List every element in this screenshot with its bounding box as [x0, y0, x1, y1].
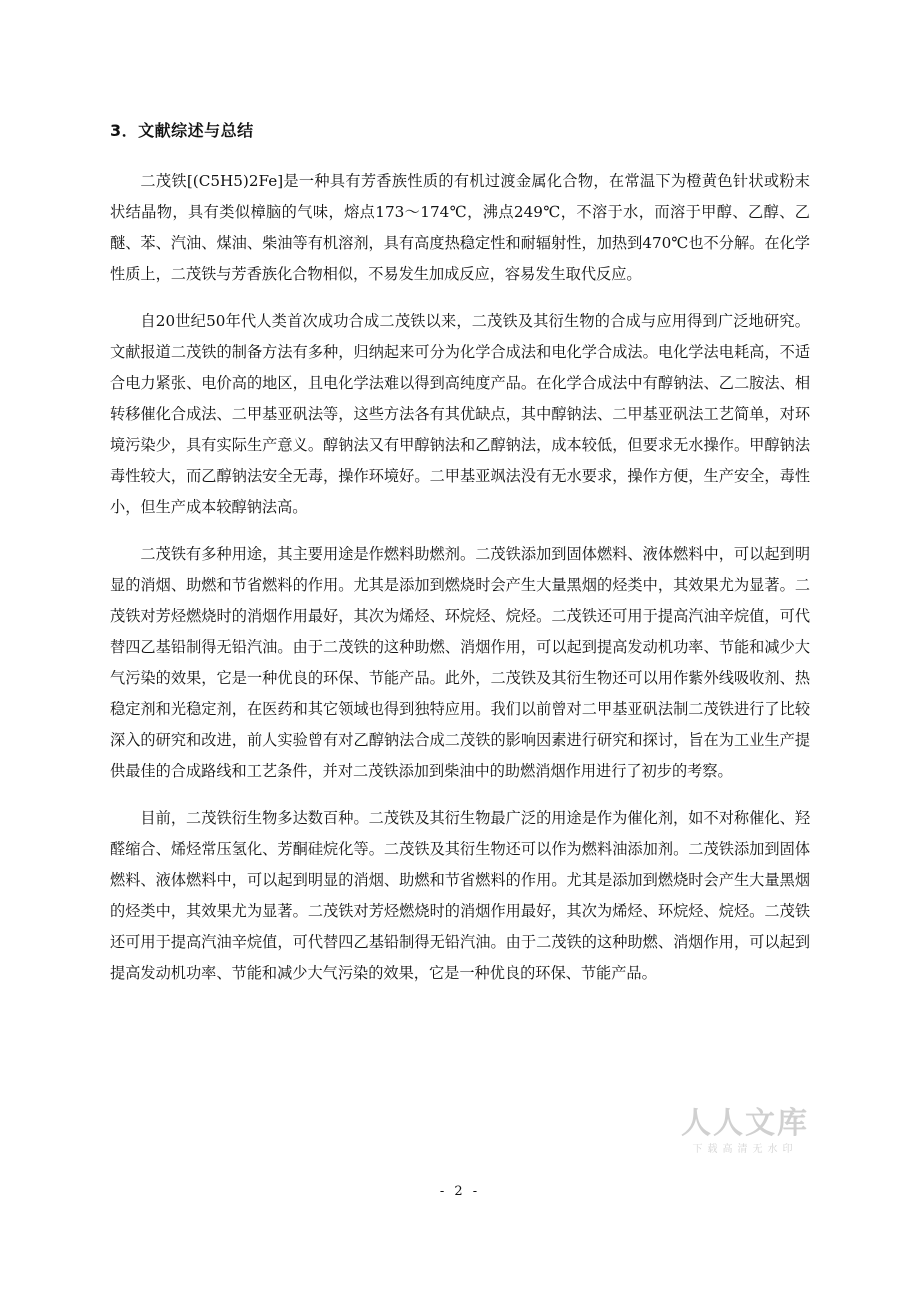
page-number: - 2 -: [439, 1184, 481, 1199]
paragraph-synthesis-methods: 自20世纪50年代人类首次成功合成二茂铁以来，二茂铁及其衍生物的合成与应用得到广泛地研究。文献报道二茂铁的制备方法有多种，归纳起来可分为化学合成法和电化学合成法。电化学法电耗高，不适合电力紧张、电价高的地区，且电化学法难以得到高纯度产品。在化学合成法中有醇钠法、乙二胺法、相转移催化合成法、二甲基亚矾法等，这些方法各有其优缺点，其中醇钠法、二甲基亚矾法工艺简单，对环境污染少，具有实际生产意义。醇钠法又有甲醇钠法和乙醇钠法，成本较低，但要求无水操作。甲醇钠法毒性较大，而乙醇钠法安全无毒，操作环境好。二甲基亚飒法没有无水要求，操作方便，生产安全，毒性小，但生产成本较醇钠法高。: [110, 312, 810, 516]
watermark: [680, 1098, 810, 1155]
watermark-logo: 人人文库: [681, 1106, 809, 1141]
body-text: [110, 166, 810, 1005]
paragraph-derivatives: 目前，二茂铁衍生物多达数百种。二茂铁及其衍生物最广泛的用途是作为催化剂，如不对称催化、羟醛缩合、烯烃常压氢化、芳酮硅烷化等。二茂铁及其衍生物还可以作为燃料油添加剂。二茂铁添加到固体燃料、液体燃料中，可以起到明显的消烟、助燃和节省燃料的作用。尤其是添加到燃烧时会产生大量黑烟的烃类中，其效果尤为显著。二茂铁对芳烃燃烧时的消烟作用最好，其次为烯烃、环烷烃、烷烃。二茂铁还可用于提高汽油辛烷值，可代替四乙基铅制得无铅汽油。由于二茂铁的这种助燃、消烟作用，可以起到提高发动机功率、节能和减少大气污染的效果，它是一种优良的环保、节能产品。: [110, 809, 810, 982]
paragraph-ferrocene-properties: 二茂铁[(C5H5)2Fe]是一种具有芳香族性质的有机过渡金属化合物，在常温下为橙黄色针状或粉末状结晶物，具有类似樟脑的气味，熔点173～174℃，沸点249℃，不溶于水，而溶于甲醇、乙醇、乙醚、苯、汽油、煤油、柴油等有机溶剂，具有高度热稳定性和耐辐射性，加热到470℃也不分解。在化学性质上，二茂铁与芳香族化合物相似，不易发生加成反应，容易发生取代反应。: [110, 172, 810, 283]
paragraph-applications: 二茂铁有多种用途，其主要用途是作燃料助燃剂。二茂铁添加到固体燃料、液体燃料中，可以起到明显的消烟、助燃和节省燃料的作用。尤其是添加到燃烧时会产生大量黑烟的烃类中，其效果尤为显著。二茂铁对芳烃燃烧时的消烟作用最好，其次为烯烃、环烷烃、烷烃。二茂铁还可用于提高汽油辛烷值，可代替四乙基铅制得无铅汽油。由于二茂铁的这种助燃、消烟作用，可以起到提高发动机功率、节能和减少大气污染的效果，它是一种优良的环保、节能产品。此外，二茂铁及其衍生物还可以用作紫外线吸收剂、热稳定剂和光稳定剂，在医药和其它领域也得到独特应用。我们以前曾对二甲基亚矾法制二茂铁进行了比较深入的研究和改进，前人实验曾有对乙醇钠法合成二茂铁的影响因素进行研究和探讨，旨在为工业生产提供最佳的合成路线和工艺条件，并对二茂铁添加到柴油中的助燃消烟作用进行了初步的考察。: [110, 545, 810, 780]
watermark-tagline: 下载高清无水印: [692, 1144, 798, 1155]
section-heading: 3．文献综述与总结: [110, 121, 254, 140]
